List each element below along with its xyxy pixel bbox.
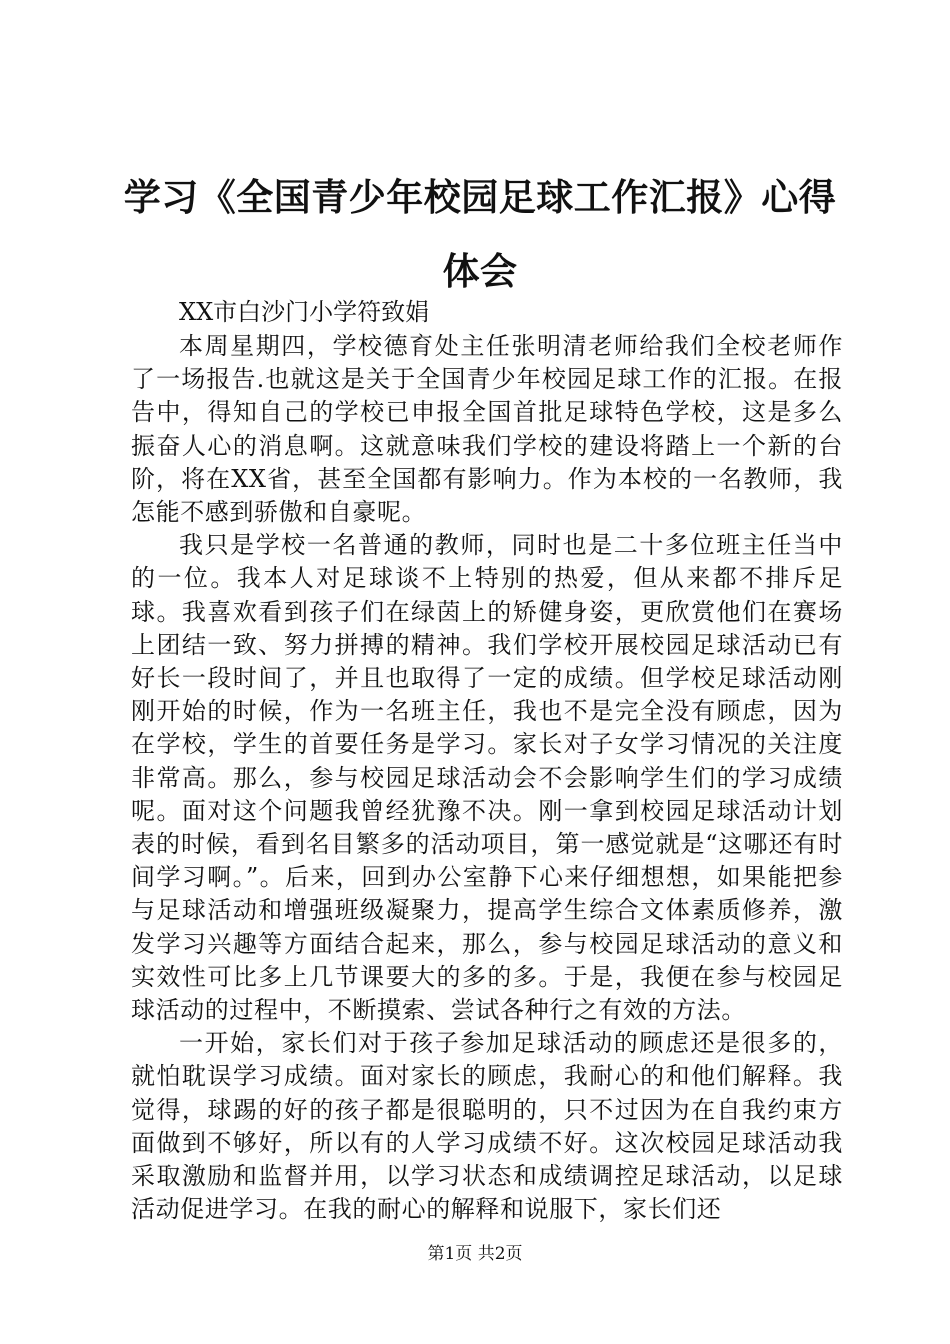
document-body	[131, 296, 843, 1226]
author-line: XX市白沙门小学符致娟	[179, 298, 430, 326]
document-title: 学习《全国青少年校园足球工作汇报》心得体会	[123, 175, 837, 293]
page-footer: 第1页 共2页	[427, 1244, 523, 1264]
paragraph-1: 本周星期四，学校德育处主任张明清老师给我们全校老师作了一场报告.也就这是关于全国青少年校园足球工作的汇报。在报告中，得知自己的学校已申报全国首批足球特色学校，这是多么振奋人心的消息啊。这就意味我们学校的建设将踏上一个新的台阶，将在XX省，甚至全国都有影响力。作为本校的一名教师，我怎能不感到骄傲和自豪呢。	[131, 332, 843, 527]
paragraph-2: 我只是学校一名普通的教师，同时也是二十多位班主任当中的一位。我本人对足球谈不上特别的热爱，但从来都不排斥足球。我喜欢看到孩子们在绿茵上的矫健身姿，更欣赏他们在赛场上团结一致、努力拼搏的精神。我们学校开展校园足球活动已有好长一段时间了，并且也取得了一定的成绩。但学校足球活动刚刚开始的时候，作为一名班主任，我也不是完全没有顾虑，因为在学校，学生的首要任务是学习。家长对子女学习情况的关注度非常高。那么，参与校园足球活动会不会影响学生们的学习成绩呢。面对这个问题我曾经犹豫不决。刚一拿到校园足球活动计划表的时候，看到名目繁多的活动项目，第一感觉就是“这哪还有时间学习啊。”。后来，回到办公室静下心来仔细想想，如果能把参与足球活动和增强班级凝聚力，提高学生综合文体素质修养，激发学习兴趣等方面结合起来，那么，参与校园足球活动的意义和实效性可比多上几节课要大的多的多。于是，我便在参与校园足球活动的过程中，不断摸索、尝试各种行之有效的方法。	[131, 531, 843, 1025]
paragraph-3: 一开始，家长们对于孩子参加足球活动的顾虑还是很多的，就怕耽误学习成绩。面对家长的顾虑，我耐心的和他们解释。我觉得，球踢的好的孩子都是很聪明的，只不过因为在自我约束方面做到不够好，所以有的人学习成绩不好。这次校园足球活动我采取激励和监督并用，以学习状态和成绩调控足球活动，以足球活动促进学习。在我的耐心的解释和说服下，家长们还	[131, 1029, 843, 1224]
